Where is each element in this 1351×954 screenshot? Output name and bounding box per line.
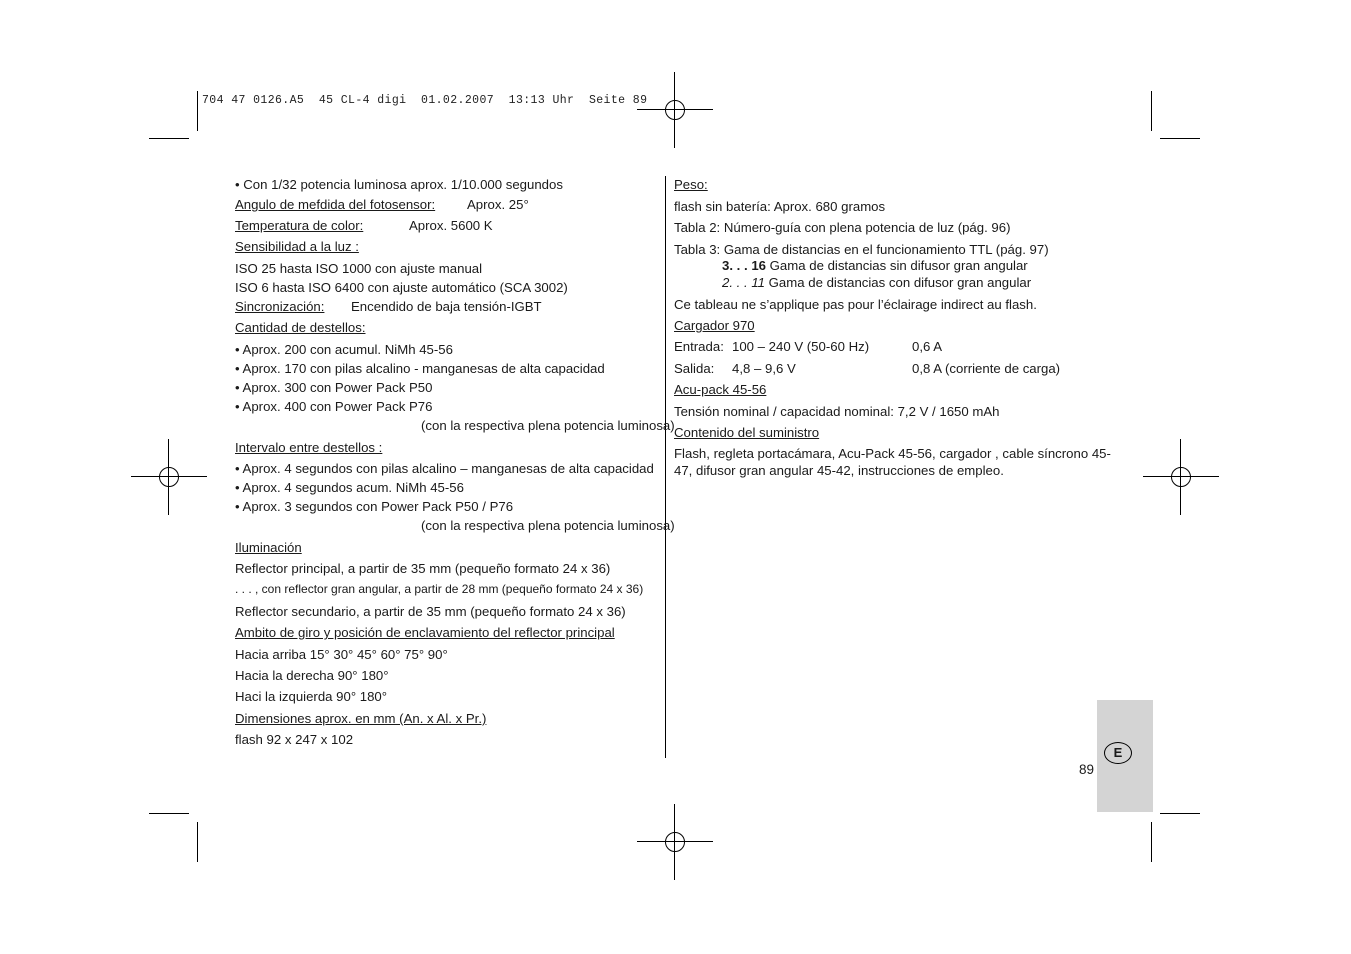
section-heading: Cargador 970	[674, 318, 755, 333]
text-line: Tabla 2: Número-guía con plena potencia de luz (pág. 96)	[674, 220, 1011, 235]
crop-mark	[1160, 138, 1200, 139]
spec-value: Aprox. 25°	[467, 197, 529, 212]
spec-amp: 0,8 A (corriente de carga)	[912, 361, 1061, 376]
section-heading: Intervalo entre destellos :	[235, 440, 383, 455]
spec-row	[235, 217, 493, 234]
print-slug: 704 47 0126.A5 45 CL-4 digi 01.02.2007 13:13 Uhr Seite 89	[202, 94, 648, 107]
list-item: • Aprox. 3 segundos con Power Pack P50 / P76	[235, 499, 514, 514]
range-text: Gama de distancias sin difusor gran angular	[766, 258, 1028, 273]
spec-row	[674, 360, 1094, 377]
spec-row	[674, 338, 1094, 355]
text-line: Tensión nominal / capacidad nominal: 7,2 V / 1650 mAh	[674, 404, 1000, 419]
section-heading: Dimensiones aprox. en mm (An. x Al. x Pr.)	[235, 711, 487, 726]
text-line: Hacia arriba 15° 30° 45° 60° 75° 90°	[235, 647, 448, 662]
spec-label: Sincronización:	[235, 299, 325, 314]
spec-row	[235, 298, 542, 315]
spec-label: Angulo de mefdida del fotosensor:	[235, 197, 436, 212]
section-heading: Cantidad de destellos:	[235, 320, 366, 335]
text-line: Ce tableau ne s’applique pas pour l’éclairage indirect au flash.	[674, 297, 1037, 312]
spec-amp: 0,6 A	[912, 339, 943, 354]
text-line	[722, 274, 1031, 291]
text-line: Flash, regleta portacámara, Acu-Pack 45-56, cargador , cable síncrono 45-	[674, 446, 1111, 461]
spec-label: Temperatura de color:	[235, 218, 364, 233]
spec-label: Salida:	[674, 361, 715, 376]
spec-row	[235, 196, 529, 213]
note-line: (con la respectiva plena potencia luminosa)	[421, 418, 675, 433]
registration-mark-bottom	[655, 822, 695, 862]
spec-label: Entrada:	[674, 339, 724, 354]
text-line: Hacia la derecha 90° 180°	[235, 668, 389, 683]
registration-mark-right	[1161, 457, 1201, 497]
text-line: . . . , con reflector gran angular, a partir de 28 mm (pequeño formato 24 x 36)	[235, 582, 644, 596]
range-value: 3. . . 16	[722, 258, 766, 273]
section-heading: Contenido del suministro	[674, 425, 820, 440]
registration-mark-top	[655, 90, 695, 130]
spec-value: 4,8 – 9,6 V	[732, 361, 796, 376]
range-value: 2. . . 11	[722, 275, 766, 290]
text-line: • Con 1/32 potencia luminosa aprox. 1/10.000 segundos	[235, 177, 563, 192]
list-item: • Aprox. 400 con Power Pack P76	[235, 399, 433, 414]
list-item: • Aprox. 200 con acumul. NiMh 45-56	[235, 342, 453, 357]
spec-value: 100 – 240 V (50-60 Hz)	[732, 339, 870, 354]
column-divider	[665, 176, 666, 758]
text-line: Reflector secundario, a partir de 35 mm (pequeño formato 24 x 36)	[235, 604, 626, 619]
crop-mark	[1151, 91, 1152, 131]
range-text: Gama de distancias con difusor gran angular	[765, 275, 1032, 290]
text-line: flash 92 x 247 x 102	[235, 732, 354, 747]
list-item: • Aprox. 4 segundos acum. NiMh 45-56	[235, 480, 464, 495]
text-line	[722, 257, 1028, 274]
spec-value: Aprox. 5600 K	[409, 218, 493, 233]
text-line: Tabla 3: Gama de distancias en el funcionamiento TTL (pág. 97)	[674, 242, 1049, 257]
crop-mark	[197, 822, 198, 862]
section-heading: Peso:	[674, 177, 708, 192]
crop-mark	[1160, 813, 1200, 814]
crop-mark	[149, 813, 189, 814]
crop-mark	[197, 91, 198, 131]
language-badge: E	[1104, 742, 1132, 764]
left-column	[235, 176, 675, 756]
text-line: ISO 25 hasta ISO 1000 con ajuste manual	[235, 261, 483, 276]
right-column	[674, 176, 1111, 496]
section-heading: Ambito de giro y posición de enclavamiento del reflector principal	[235, 625, 615, 640]
crop-mark	[1151, 822, 1152, 862]
text-line: 47, difusor gran angular 45-42, instrucciones de empleo.	[674, 463, 1004, 478]
text-line: ISO 6 hasta ISO 6400 con ajuste automático (SCA 3002)	[235, 280, 568, 295]
text-line: flash sin batería: Aprox. 680 gramos	[674, 199, 886, 214]
section-heading: Sensibilidad a la luz :	[235, 239, 359, 254]
page-number: 89	[1079, 762, 1095, 777]
list-item: • Aprox. 300 con Power Pack P50	[235, 380, 433, 395]
registration-mark-left	[149, 457, 189, 497]
list-item: • Aprox. 4 segundos con pilas alcalino – manganesas de alta capacidad	[235, 461, 654, 476]
list-item: • Aprox. 170 con pilas alcalino - manganesas de alta capacidad	[235, 361, 605, 376]
text-line: Reflector principal, a partir de 35 mm (pequeño formato 24 x 36)	[235, 561, 611, 576]
text-line: Haci la izquierda 90° 180°	[235, 689, 388, 704]
spec-value: Encendido de baja tensión-IGBT	[351, 299, 542, 314]
section-heading: Iluminación	[235, 540, 302, 555]
crop-mark	[149, 138, 189, 139]
section-heading: Acu-pack 45-56	[674, 382, 767, 397]
note-line: (con la respectiva plena potencia luminosa)	[421, 518, 675, 533]
